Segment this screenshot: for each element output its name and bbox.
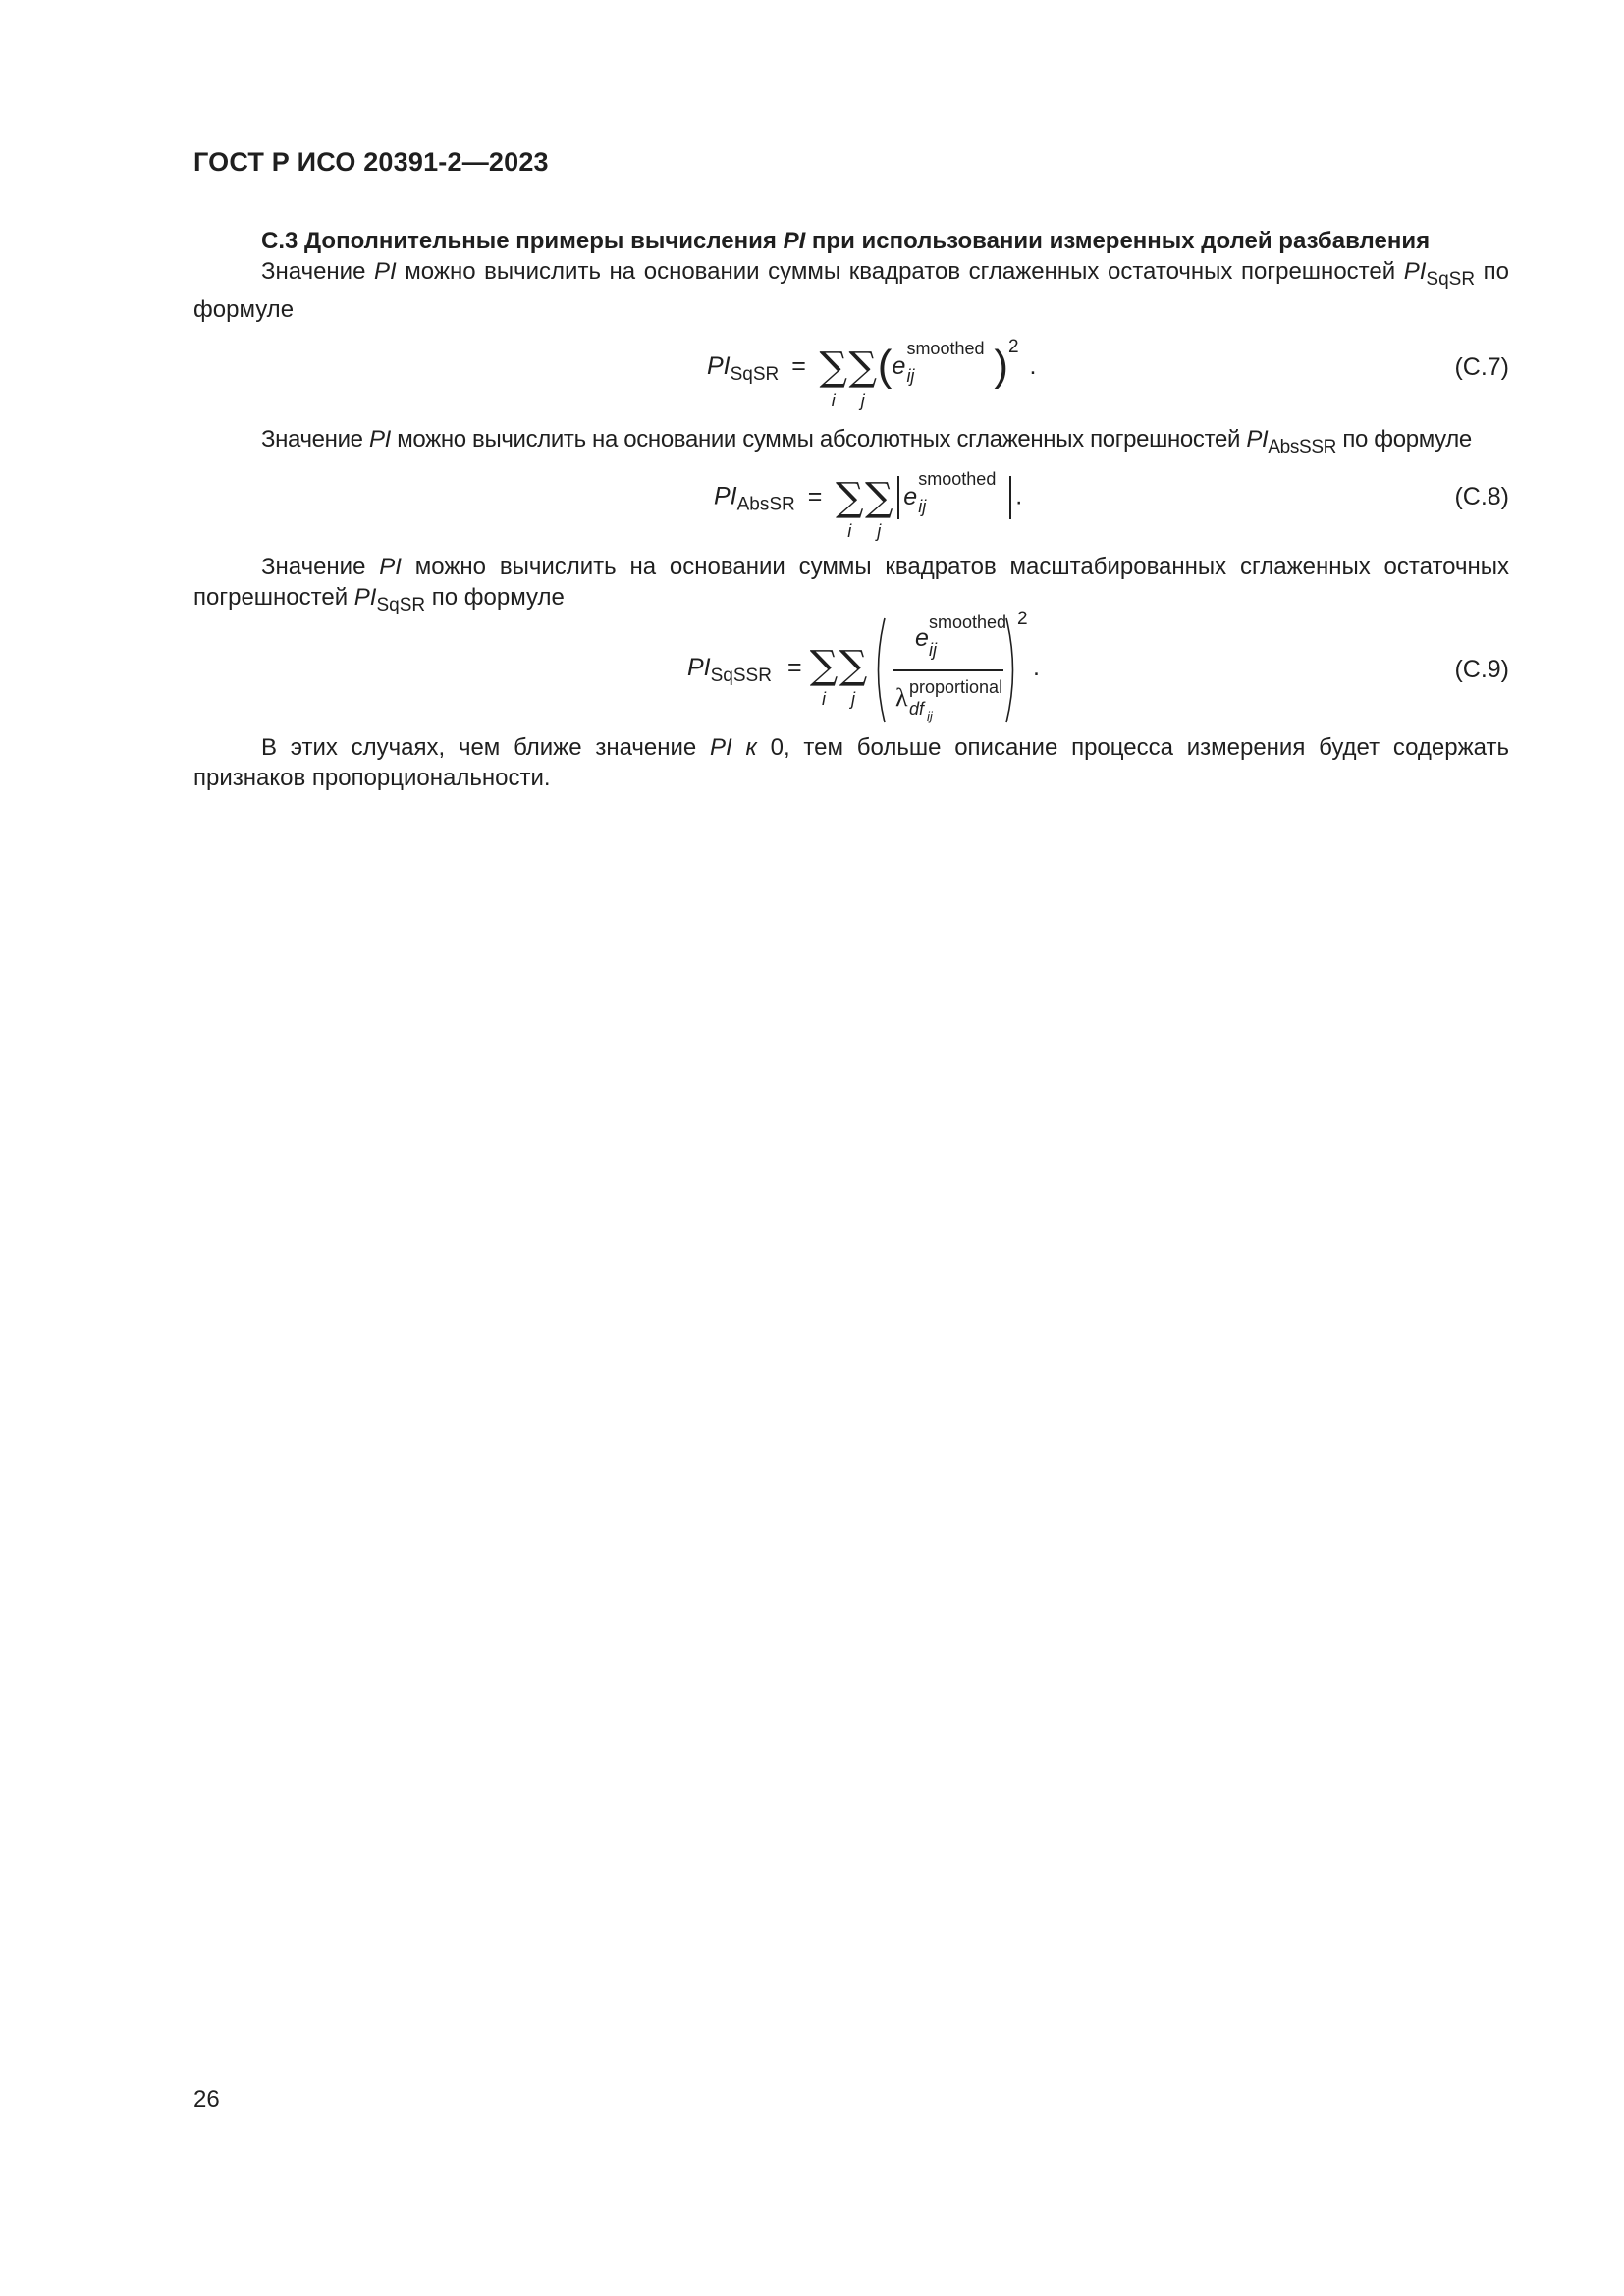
eq7-lhs: PI — [707, 352, 731, 380]
eq8-sum-i: ∑ i — [836, 475, 864, 541]
para1-sym: PI — [1403, 258, 1427, 285]
equation-c8 — [714, 468, 1023, 541]
eq7-lhs-sub: SqSR — [730, 364, 780, 385]
para3-post: по формуле — [425, 584, 565, 611]
section-title-prefix: С.3 Дополнительные примеры вычисления — [261, 228, 784, 254]
para4-pi: PI — [710, 734, 732, 761]
para3-pi: PI — [379, 554, 402, 580]
para1-mid: можно вычислить на основании суммы квадратов сглаженных остаточных погрешностей — [396, 258, 1404, 285]
equation-number-c7: (С.7) — [1454, 353, 1509, 381]
eq9-equals: = — [787, 654, 802, 681]
para3-sub: SqSR — [376, 595, 426, 615]
para2-post: по формуле — [1336, 426, 1472, 453]
page-number: 26 — [193, 2086, 220, 2112]
paragraph-1 — [193, 256, 1509, 325]
para2-pi: PI — [368, 426, 391, 453]
eq9-numerator: e smoothed ij — [915, 613, 1007, 660]
eq7-sum-i: ∑ i — [819, 345, 848, 411]
paragraph-3 — [193, 552, 1509, 620]
section-title-suffix: при использовании измеренных долей разбавления — [805, 228, 1431, 254]
eq9-end: . — [1033, 654, 1040, 681]
para3-symbol — [353, 584, 426, 615]
para4-pre: В этих случаях, чем ближе значение — [261, 734, 711, 761]
eq9-right-paren — [1003, 616, 1021, 724]
eq9-sum-i: ∑ i — [809, 643, 839, 709]
para1-sub: SqSR — [1426, 269, 1476, 290]
para2-pre: Значение — [261, 426, 369, 453]
equation-number-c9: (С.9) — [1454, 656, 1509, 683]
eq9-denominator: λ proportional df ij — [895, 677, 1003, 723]
eq7-equals: = — [791, 352, 806, 380]
eq8-lhs: PI — [714, 482, 737, 510]
eq8-e-sub: ij — [918, 496, 927, 516]
para1-post: по формуле — [193, 258, 1509, 323]
section-title — [261, 228, 1430, 255]
para2-sym: PI — [1246, 426, 1269, 453]
eq9-fraction-bar — [893, 669, 1003, 671]
eq8-sum-j: ∑ j — [865, 475, 893, 541]
para3-mid: можно вычислить на основании суммы квадратов масштабированных сглаженных остаточных погрешностей — [193, 554, 1509, 611]
paragraph-2 — [193, 424, 1509, 462]
eq8-e-sup: smoothed — [918, 468, 997, 489]
eq7-e: e — [892, 352, 906, 380]
para1-symbol — [1403, 258, 1476, 290]
eq8-lhs-sub: AbsSR — [736, 494, 795, 515]
eq7-sum-j: ∑ j — [848, 345, 878, 411]
eq9-sum-j: ∑ j — [839, 643, 868, 709]
eq8-end: . — [1015, 482, 1023, 510]
para2-mid: можно вычислить на основании суммы абсолютных сглаженных погрешностей — [390, 426, 1247, 453]
eq8-e: e — [903, 482, 918, 510]
eq8-equals: = — [807, 482, 823, 510]
eq7-end: . — [1029, 352, 1037, 380]
para4-k: к — [731, 734, 771, 761]
para3-sym: PI — [353, 584, 377, 611]
eq9-lhs-sub: SqSSR — [710, 666, 772, 686]
para3-pre: Значение — [261, 554, 380, 580]
section-title-pi: PI — [783, 228, 806, 254]
para2-sub: AbsSSR — [1268, 437, 1337, 457]
eq9-lhs: PI — [687, 654, 711, 681]
paragraph-4 — [193, 732, 1509, 793]
eq7-e-sub: ij — [906, 366, 915, 386]
equation-number-c8: (С.8) — [1454, 483, 1509, 510]
eq9-left-paren — [870, 616, 888, 724]
para1-pi: PI — [374, 258, 397, 285]
para1-pre: Значение — [261, 258, 375, 285]
para4-post: 0, тем больше описание процесса измерения будет содержать признаков пропорциональности. — [193, 734, 1509, 791]
equation-c7: $PI_{SqSR}$ = ∑ i ∑ j (e ij smoothed )$^2$ . — [707, 337, 1037, 411]
eq7-e-sup: smoothed — [906, 339, 985, 358]
eq7-power: 2 — [1008, 337, 1019, 357]
document-header: ГОСТ Р ИСО 20391-2—2023 — [193, 147, 549, 177]
eq9-power: 2 — [1017, 609, 1028, 629]
